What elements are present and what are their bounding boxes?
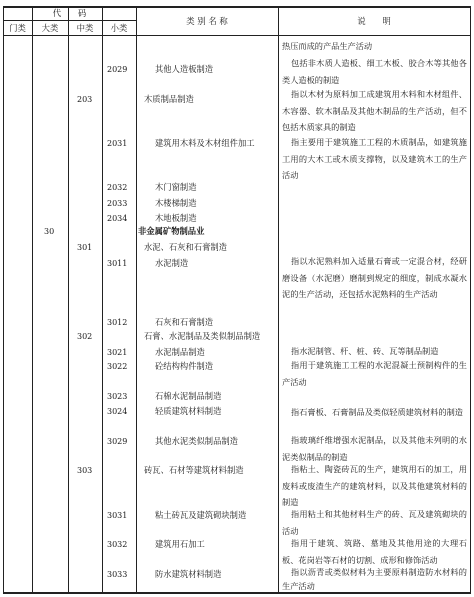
row-desc: 指水泥制管、杆、桩、砖、瓦等制品制造 bbox=[291, 346, 439, 356]
row-desc: 指石膏板、石膏制品及类似轻质建筑材料的制造 bbox=[291, 407, 463, 417]
medium-code: 303 bbox=[77, 466, 93, 475]
row-desc: 指以木材为原料加工成建筑用木料和木材组件、木容器、软木制品及其他木制品的生产活动，但不包括木质家具的制造 bbox=[282, 89, 467, 132]
row-desc: 指以沥青或类似材料为主要原料制造防水材料的生产活动 bbox=[282, 567, 467, 591]
category-name: 非金属矿物制品业 bbox=[138, 226, 205, 236]
header-name: 类 别 名 称 bbox=[186, 16, 228, 26]
row-desc: 指粘土、陶瓷砖瓦的生产，建筑用石的加工，用废料或废渣生产的建筑材料，以及其他建筑材料的制造 bbox=[282, 464, 467, 507]
minor-code: 2032 bbox=[107, 183, 128, 192]
row-desc: 热压而成的产品生产活动 bbox=[282, 41, 373, 51]
medium-code: 302 bbox=[77, 332, 93, 341]
header-medium: 中类 bbox=[76, 23, 94, 33]
category-name: 轻质建筑材料制造 bbox=[155, 406, 222, 416]
category-name: 粘土砖瓦及建筑砌块制造 bbox=[155, 510, 247, 520]
category-name: 防水建筑材料制造 bbox=[155, 569, 222, 579]
row-desc: 指以水泥熟料加入适量石膏或一定混合材，经研磨设备（水泥磨）磨制到规定的细度，制成水凝水泥的生产活动，还包括水泥熟料的生产活动 bbox=[282, 256, 467, 299]
category-name: 水泥制品制造 bbox=[155, 347, 205, 357]
minor-code: 3021 bbox=[107, 348, 128, 357]
header-major: 大类 bbox=[41, 23, 59, 33]
category-name: 木楼梯制造 bbox=[155, 198, 197, 208]
minor-code: 3024 bbox=[107, 407, 128, 416]
category-name: 砼结构构件制造 bbox=[155, 361, 214, 371]
minor-code: 2029 bbox=[107, 65, 128, 74]
row-desc: 包括非木质人造板、细工木板、胶合木等其他各类人造板的制造 bbox=[282, 58, 467, 85]
minor-code: 3033 bbox=[107, 570, 128, 579]
category-name: 其他水泥类似制品制造 bbox=[155, 436, 238, 446]
category-name: 石膏、水泥制品及类似制品制造 bbox=[144, 331, 261, 341]
category-name: 木质制品制造 bbox=[144, 94, 194, 104]
minor-code: 3032 bbox=[107, 540, 128, 549]
header-gate: 门类 bbox=[9, 23, 26, 33]
row-desc: 指用于建筑施工工程的水泥混凝土预制构件的生产活动 bbox=[282, 360, 467, 387]
category-name: 砖瓦、石材等建筑材料制造 bbox=[144, 465, 244, 475]
category-name: 石棉水泥制品制造 bbox=[155, 391, 222, 401]
category-name: 水泥制造 bbox=[155, 258, 189, 268]
header-desc: 说 明 bbox=[357, 16, 391, 26]
category-name: 水泥、石灰和石膏制造 bbox=[144, 242, 227, 252]
minor-code: 3011 bbox=[107, 259, 128, 268]
medium-code: 203 bbox=[77, 95, 93, 104]
row-desc: 指用粘土和其他材料生产的砖、瓦及建筑砌块的活动 bbox=[282, 509, 467, 536]
row-desc: 指玻璃纤维增强水泥制品，以及其他未列明的水泥类似制品的制造 bbox=[282, 435, 467, 462]
header-code-group: 代 码 bbox=[52, 8, 87, 18]
minor-code: 3012 bbox=[107, 318, 128, 327]
minor-code: 3029 bbox=[107, 437, 128, 446]
category-name: 其他人造板制造 bbox=[155, 64, 214, 74]
minor-code: 2033 bbox=[107, 199, 128, 208]
category-name: 木地板制造 bbox=[155, 213, 197, 223]
minor-code: 2031 bbox=[107, 139, 128, 148]
minor-code: 2034 bbox=[107, 214, 128, 223]
row-desc: 指用于建筑、筑路、墓地及其他用途的大理石板、花岗岩等石材的切割、成形和修饰活动 bbox=[282, 538, 467, 565]
minor-code: 3022 bbox=[107, 362, 128, 371]
minor-code: 3031 bbox=[107, 511, 128, 520]
category-name: 木门窗制造 bbox=[155, 182, 197, 192]
medium-code: 301 bbox=[77, 243, 93, 252]
category-name: 建筑用石加工 bbox=[155, 539, 205, 549]
classification-table bbox=[3, 6, 471, 594]
minor-code: 3023 bbox=[107, 392, 128, 401]
category-name: 建筑用木料及木材组件加工 bbox=[155, 138, 255, 148]
category-name: 石灰和石膏制造 bbox=[155, 317, 214, 327]
header-minor: 小类 bbox=[110, 23, 128, 33]
row-desc: 指主要用于建筑施工工程的木质制品，如建筑施工用的大木工或木质支撑物，以及建筑木工的生产活动 bbox=[282, 137, 467, 180]
major-code: 30 bbox=[44, 227, 55, 236]
